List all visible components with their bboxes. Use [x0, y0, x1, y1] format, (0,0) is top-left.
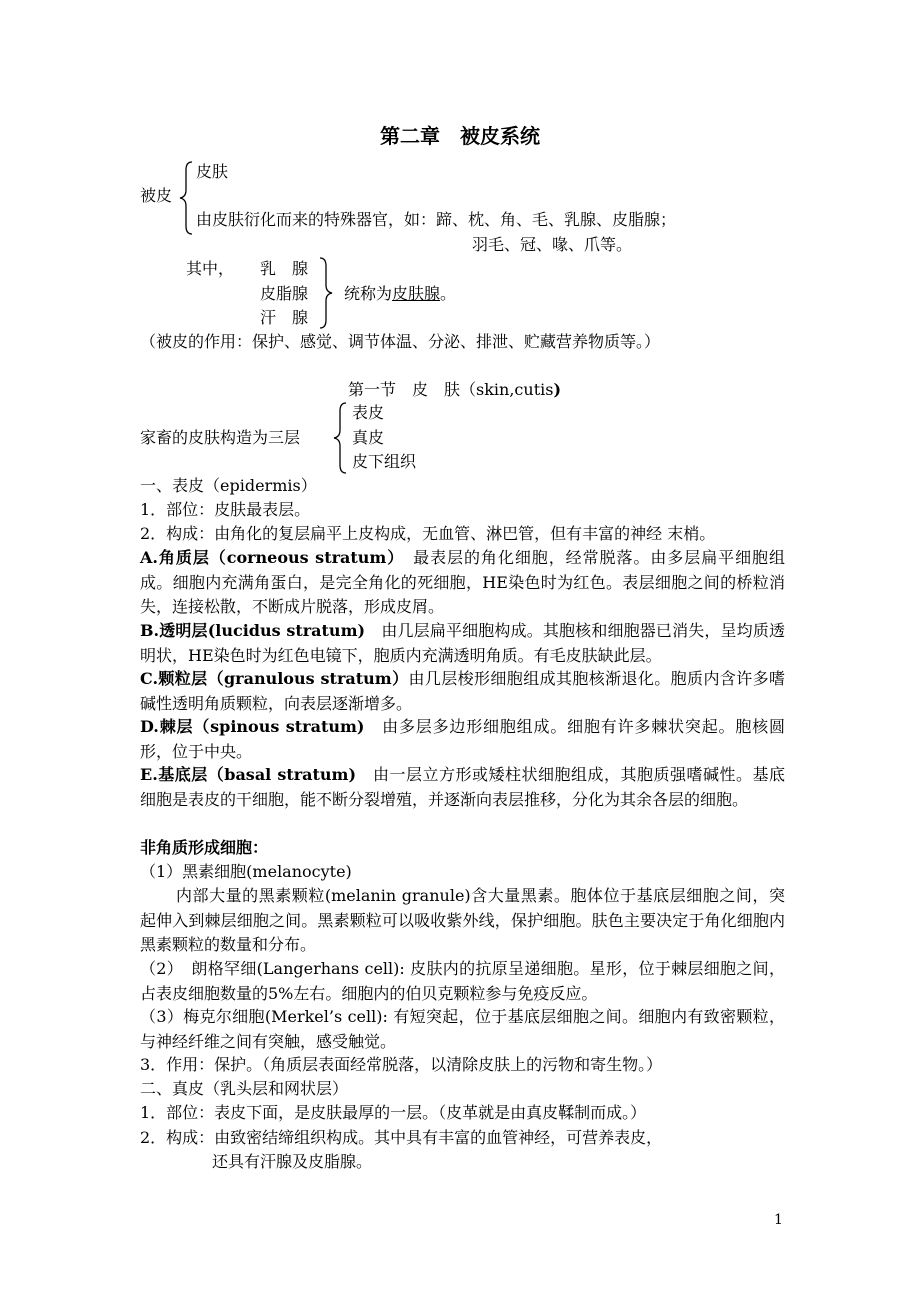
- layer-text: 最表层的角化细胞，经常脱落。由多层扁平细胞组成。细胞内充满角蛋白，是完全角化的死细胞，HE染色时为红色。表层细胞之间的桥粒消失，连接松散，不断成片脱落，形成皮屑。: [140, 548, 785, 616]
- function-note: （被皮的作用：保护、感觉、调节体温、分泌、排泄、贮藏营养物质等。）: [140, 332, 661, 351]
- layer-text: 由多层多边形细胞组成。细胞有许多棘状突起。胞核圆形，位于中央。: [140, 717, 785, 761]
- dermis-heading: 二、真皮（乳头层和网状层）: [140, 1079, 349, 1098]
- layer-label: B.透明层(lucidus stratum): [140, 621, 366, 640]
- layer-label: A.角质层（corneous stratum）: [140, 548, 397, 567]
- gland-item: 汗 腺: [260, 308, 309, 327]
- section-heading-close: ): [553, 380, 562, 399]
- brace-left-icon: [332, 401, 348, 475]
- page-number: 1: [774, 1212, 783, 1228]
- glands-summary-term: 皮肤腺: [392, 284, 441, 303]
- epidermis-function: 3．作用：保护。（角质层表面经常脱落，以清除皮肤上的污物和寄生物。）: [140, 1055, 663, 1074]
- dermis-location: 1．部位：表皮下面，是皮肤最厚的一层。（皮革就是由真皮鞣制而成。）: [140, 1103, 647, 1122]
- layer-label: D.棘层（spinous stratum): [140, 717, 365, 736]
- glands-summary: [344, 282, 456, 306]
- section-heading: [348, 378, 561, 402]
- glands-summary-prefix: 统称为: [344, 284, 393, 303]
- epidermis-composition: 2．构成：由角化的复层扁平上皮构成，无血管、淋巴管，但有丰富的神经 末梢。: [140, 524, 716, 543]
- layer-paragraph: [140, 715, 785, 764]
- section-heading-en: skin,cutis: [476, 380, 554, 399]
- epidermis-location: 1．部位：皮肤最表层。: [140, 500, 311, 519]
- layer-item: 真皮: [352, 428, 385, 447]
- layer-text: 由几层扁平细胞构成。其胞核和细胞器已消失，呈均质透明状，HE染色时为红色电镜下，胞质内充满透明角质。有毛皮肤缺此层。: [140, 621, 785, 665]
- section-heading-cn: 第一节 皮 肤（: [348, 380, 477, 399]
- melanocyte-title: （1）黑素细胞(melanocyte): [140, 862, 352, 881]
- page-title: 第二章 被皮系统: [380, 124, 540, 148]
- integument-item-derivatives: 由皮肤衍化而来的特殊器官，如：蹄、枕、角、毛、乳腺、皮脂腺；: [196, 210, 677, 229]
- langerhans-text: （2） 朗格罕细(Langerhans cell): 皮肤内的抗原呈递细胞。星形，位于棘层细胞之间，占表皮细胞数量的5%左右。细胞内的伯贝克颗粒参与免疫反应。: [140, 959, 785, 1003]
- dermis-composition: 2．构成：由致密结缔组织构成。其中具有丰富的血管神经，可营养表皮，: [140, 1128, 663, 1147]
- layer-paragraph: [140, 546, 785, 620]
- gland-item: 皮脂腺: [260, 284, 309, 303]
- brace-left-icon: [178, 160, 194, 236]
- gland-item: 乳 腺: [260, 259, 309, 278]
- glands-summary-suffix: 。: [440, 284, 457, 303]
- layer-label: C.颗粒层（granulous stratum）: [140, 669, 409, 688]
- layer-item: 表皮: [352, 403, 385, 422]
- epidermis-heading: 一、表皮（epidermis）: [140, 476, 317, 495]
- layer-text: 由几层梭形细胞组成其胞核渐退化。胞质内含许多嗜碱性透明角质颗粒，向表层逐渐增多。: [140, 669, 785, 713]
- integument-item-derivatives-cont: 羽毛、冠、喙、爪等。: [472, 235, 633, 254]
- merkel-text: （3）梅克尔细胞(Merkel’s cell): 有短突起，位于基底层细胞之间。细胞内有致密颗粒，与神经纤维之间有突触，感受触觉。: [140, 1007, 785, 1051]
- integument-item-skin: 皮肤: [196, 162, 229, 181]
- layer-text: 由一层立方形或矮柱状细胞组成，其胞质强嗜碱性。基底细胞是表皮的干细胞，能不断分裂增殖，并逐渐向表层推移，分化为其余各层的细胞。: [140, 765, 785, 809]
- layers-label: 家畜的皮肤构造为三层: [140, 428, 301, 447]
- integument-label: 被皮: [140, 186, 173, 205]
- dermis-composition-cont: 还具有汗腺及皮脂腺。: [212, 1152, 373, 1171]
- glands-prefix: 其中，: [186, 259, 235, 278]
- layer-paragraph: [140, 667, 785, 716]
- layer-label: E.基底层（basal stratum): [140, 765, 357, 784]
- layer-paragraph: [140, 763, 785, 812]
- brace-right-icon: [318, 256, 334, 330]
- layer-paragraph: [140, 619, 785, 668]
- melanocyte-text: 内部大量的黑素颗粒(melanin granule)含大量黑素。胞体位于基底层细胞之间，突起伸入到棘层细胞之间。黑素颗粒可以吸收紫外线，保护细胞。肤色主要决定于角化细胞内黑素颗粒的数量和分布。: [140, 886, 785, 954]
- non-keratinocytes-heading: 非角质形成细胞：: [140, 838, 269, 857]
- layer-item: 皮下组织: [352, 452, 417, 471]
